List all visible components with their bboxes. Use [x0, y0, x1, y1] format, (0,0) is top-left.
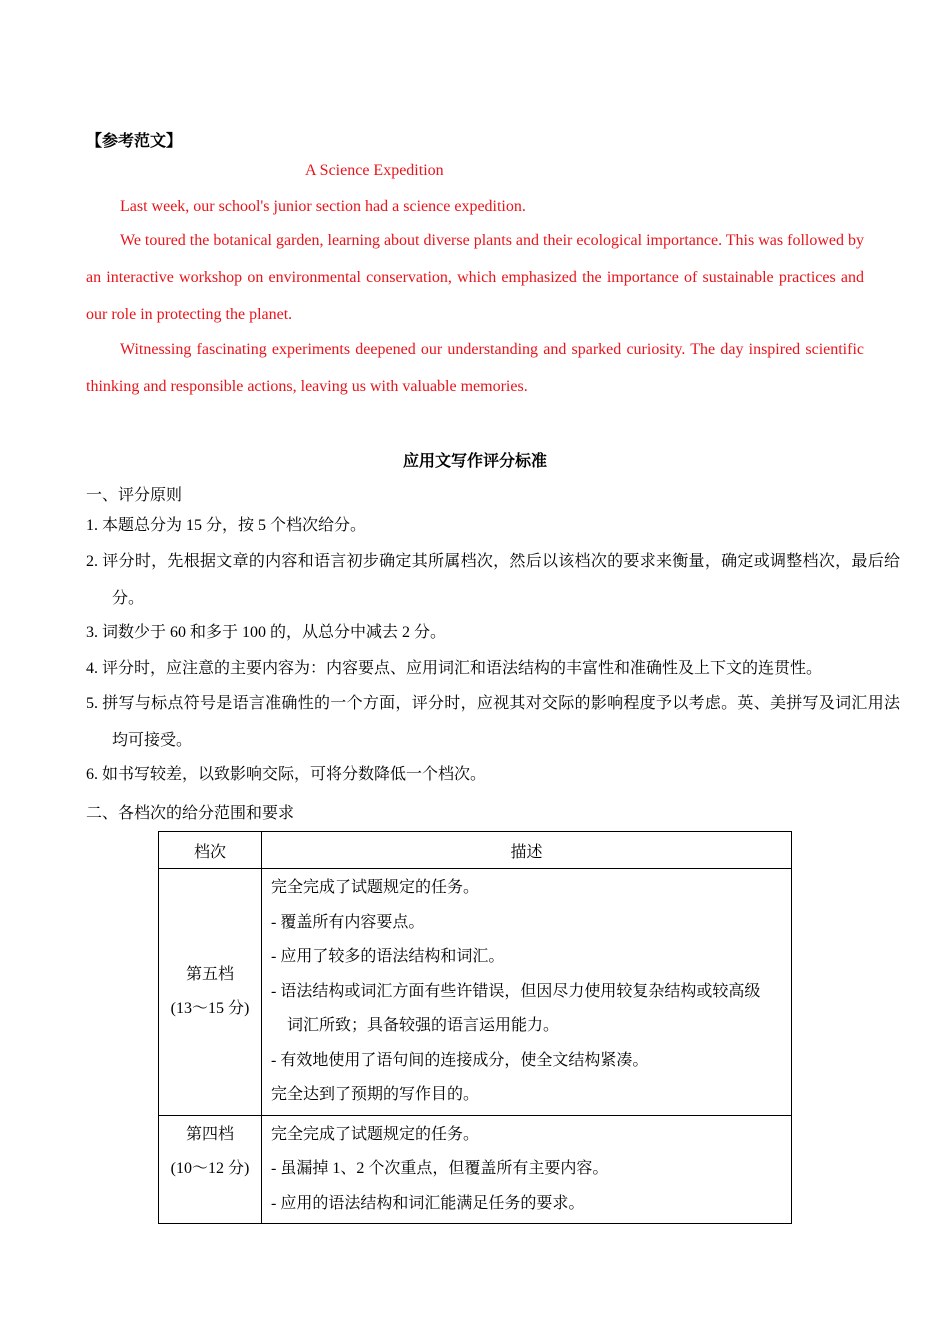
description-cell — [262, 869, 792, 1116]
section-heading-levels: 二、各档次的给分范围和要求 — [86, 805, 295, 822]
list-item: 4. 评分时，应注意的主要内容为：内容要点、应用词汇和语法结构的丰富性和准确性及上下文的连贯性。 — [86, 660, 823, 677]
essay-paragraph: Witnessing fascinating experiments deepened our understanding and sparked curiosity. The day inspired scientific thinking and responsible actions, leaving us with valuable memories. — [86, 341, 864, 395]
description-line: - 应用的语法结构和词汇能满足任务的要求。 — [271, 1194, 585, 1212]
description-line: 词汇所致；具备较强的语言运用能力。 — [287, 1017, 560, 1034]
description-line: - 虽漏掉 1、2 个次重点，但覆盖所有主要内容。 — [271, 1160, 609, 1177]
reference-heading: 【参考范文】 — [86, 133, 183, 150]
description-line: - 覆盖所有内容要点。 — [271, 913, 425, 931]
description-line: 完全完成了试题规定的任务。 — [271, 1125, 480, 1143]
essay-paragraph: We toured the botanical garden, learning about diverse plants and their ecological importance. This was followed by an interactive workshop on environmental conservation, which emphasized the importance of sustainable practices and our role in protecting the planet. — [86, 232, 864, 323]
description-line: 完全完成了试题规定的任务。 — [271, 879, 480, 896]
section-heading-principles: 一、评分原则 — [86, 487, 183, 504]
description-cell — [262, 1115, 792, 1224]
standard-title: 应用文写作评分标准 — [402, 453, 547, 470]
list-item: 6. 如书写较差，以致影响交际，可将分数降低一个档次。 — [86, 766, 487, 783]
list-item: 1. 本题总分为 15 分，按 5 个档次给分。 — [86, 517, 367, 534]
level-range: (13～15 分) — [170, 999, 250, 1017]
description-line: - 语法结构或词汇方面有些许错误，但因尽力使用较复杂结构或较高级 — [271, 982, 761, 1000]
header-cell-level: 档次 — [159, 832, 262, 869]
grading-table — [158, 831, 792, 1224]
table-row — [159, 1115, 792, 1224]
list-item: 5. 拼写与标点符号是语言准确性的一个方面，评分时，应视其对交际的影响程度予以考虑。英、美拼写及词汇用法均可接受。 — [86, 695, 900, 749]
description-line: 完全达到了预期的写作目的。 — [271, 1086, 480, 1103]
list-item: 3. 词数少于 60 和多于 100 的，从总分中减去 2 分。 — [86, 624, 447, 641]
table-header-row — [159, 832, 792, 869]
list-item: 2. 评分时，先根据文章的内容和语言初步确定其所属档次，然后以该档次的要求来衡量，确定或调整档次，最后给分。 — [86, 553, 900, 607]
table-row — [159, 869, 792, 1116]
header-cell-description: 描述 — [262, 832, 792, 869]
level-range: (10～12 分) — [170, 1159, 250, 1177]
level-name: 第四档 — [185, 1125, 234, 1143]
essay-paragraph: Last week, our school's junior section had a science expedition. — [120, 198, 526, 215]
level-name: 第五档 — [185, 965, 234, 983]
description-line: - 应用了较多的语法结构和词汇。 — [271, 948, 505, 965]
level-cell — [159, 869, 262, 1116]
description-line: - 有效地使用了语句间的连接成分，使全文结构紧凑。 — [271, 1051, 649, 1069]
essay-title: A Science Expedition — [305, 162, 444, 179]
level-cell — [159, 1115, 262, 1224]
